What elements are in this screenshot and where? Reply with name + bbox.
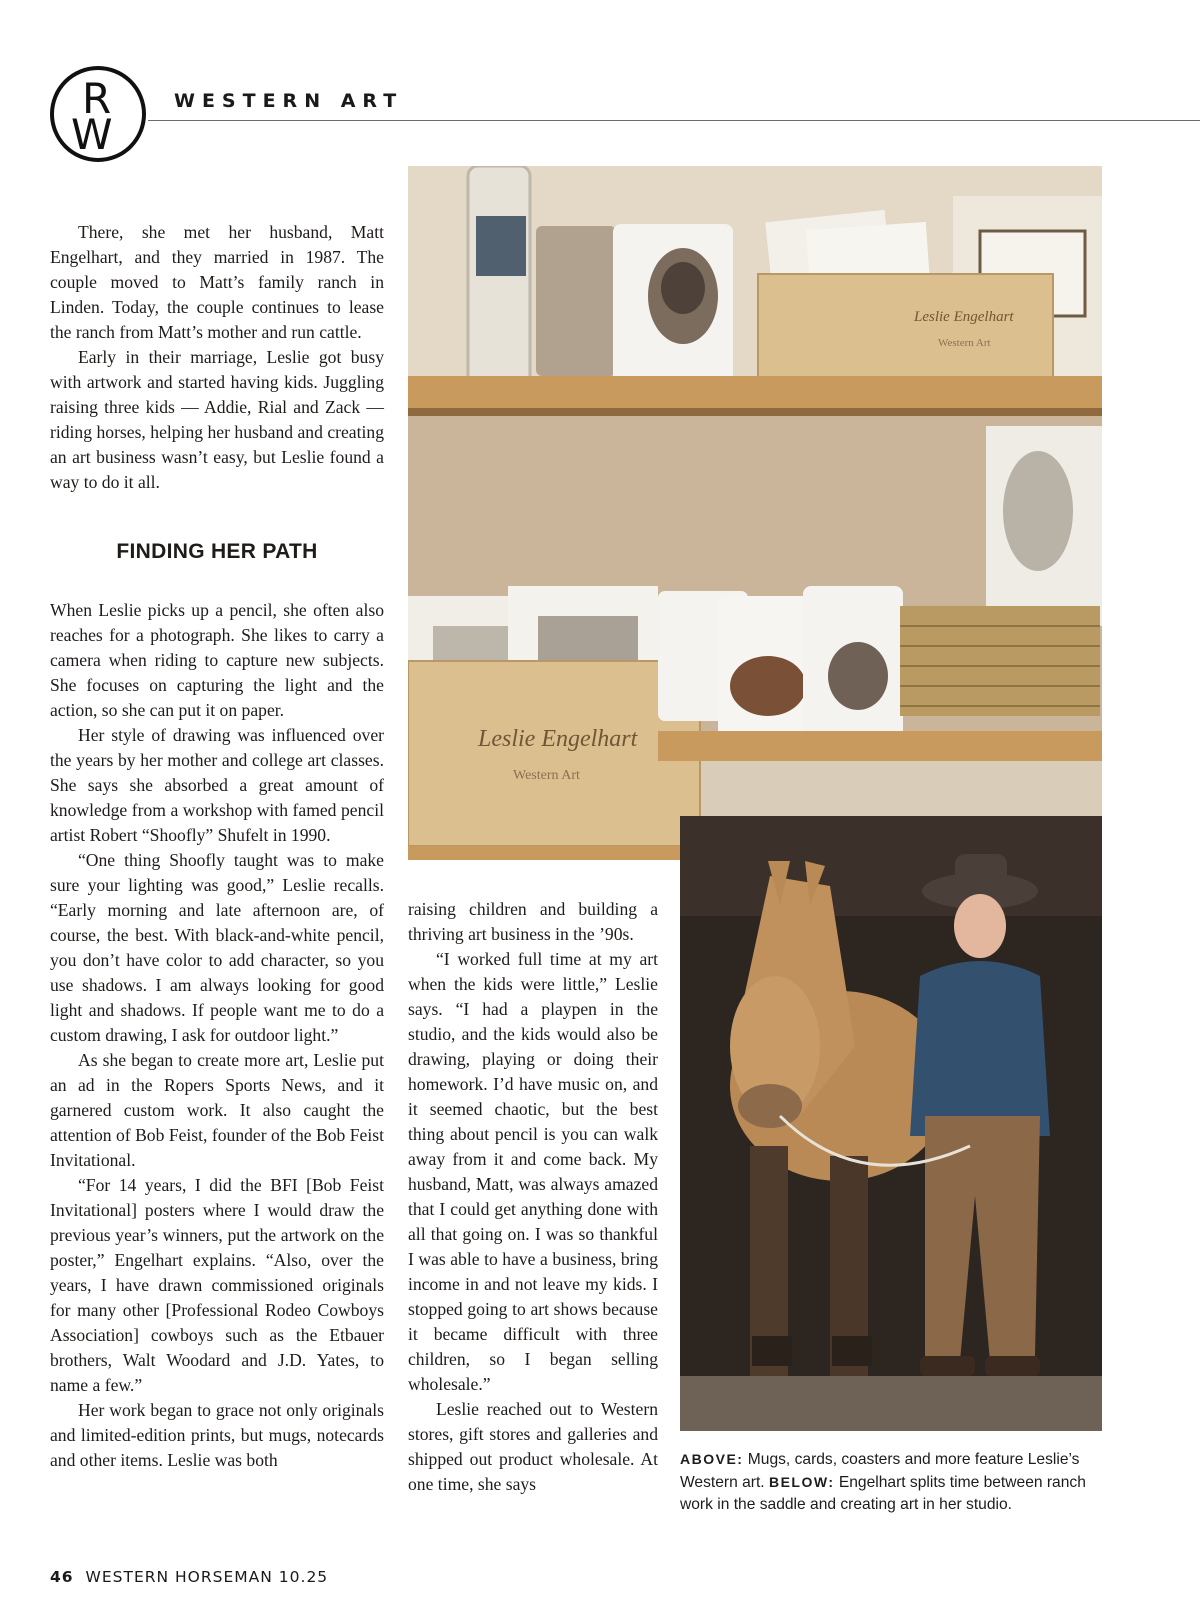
caption-label-below: BELOW: bbox=[768, 1474, 835, 1490]
article-column-1-top bbox=[50, 220, 384, 495]
paragraph: Her style of drawing was influenced over the years by her mother and college art classes. She says she absorbed a great amount of knowledge from a workshop with famed pencil artist Robert “Shoofly” Shufelt in 1990. bbox=[50, 725, 384, 845]
paragraph: When Leslie picks up a pencil, she often also reaches for a photograph. She likes to carry a camera when riding to capture new subjects. She focuses on capturing the light and the action, so she can put it on paper. bbox=[50, 600, 384, 720]
paragraph: raising children and building a thriving art business in the ’90s. bbox=[408, 899, 658, 944]
paragraph: “I worked full time at my art when the kids were little,” Leslie says. “I had a playpen in the studio, and the kids would also be drawing, playing or doing their homework. I’d have music on, and it seemed chaotic, but the best thing about pencil is you can walk away from it and come back. My husband, Matt, was always amazed that I could get anything done with all that going on. I was so thankful I was able to have a business, bring income in and not leave my kids. I stopped going to art shows because it became difficult with three children, so I began selling wholesale.” bbox=[408, 949, 658, 1394]
publication-name: WESTERN HORSEMAN bbox=[85, 1568, 273, 1586]
rw-logo-icon bbox=[50, 66, 146, 162]
mugs-shelf-illustration bbox=[408, 166, 1102, 860]
box-label-lower: Western Art bbox=[513, 768, 580, 783]
paragraph: Early in their marriage, Leslie got busy with artwork and started having kids. Juggling raising three kids — Addie, Rial and Zack — riding horses, helping her husband and creating an art business wasn’t easy, but Leslie found a way to do it all. bbox=[50, 347, 384, 492]
paragraph: “One thing Shoofly taught was to make sure your lighting was good,” Leslie recalls. “Early morning and late afternoon are, of course, the best. With black-and-white pencil, you don’t have color to add character, so you use shadows. I am always looking for good light and shadows. If people want me to do a custom drawing, I ask for outdoor light.” bbox=[50, 850, 384, 1045]
section-label: WESTERN ART bbox=[174, 90, 404, 112]
subhead: FINDING HER PATH bbox=[116, 540, 318, 563]
article-column-2 bbox=[408, 897, 658, 1497]
photo-mugs-shelf bbox=[408, 166, 1102, 860]
logo-letter-w: W bbox=[71, 110, 113, 159]
caption-text-below: Engelhart splits time between ranch work in the saddle and creating art in her studio. bbox=[680, 1474, 1086, 1513]
caption-text-above: Mugs, cards, coasters and more feature Leslie’s Western art. bbox=[680, 1451, 1080, 1491]
box-label-upper: Western Art bbox=[938, 337, 991, 349]
caption-label-above: ABOVE: bbox=[680, 1451, 744, 1467]
paragraph: There, she met her husband, Matt Engelhart, and they married in 1987. The couple moved to Matt’s family ranch in Linden. Today, the couple continues to lease the ranch from Matt’s mother and run cattle. bbox=[50, 222, 384, 342]
page-number: 46 bbox=[50, 1568, 74, 1586]
logo-letter-r: R bbox=[82, 74, 112, 123]
paragraph: As she began to create more art, Leslie put an ad in the Ropers Sports News, and it garnered custom work. It also caught the attention of Bob Feist, founder of the Bob Feist Invitational. bbox=[50, 1050, 384, 1170]
article-column-1-bottom bbox=[50, 598, 384, 1473]
box-script-upper: Leslie Engelhart bbox=[914, 309, 1014, 325]
box-script-lower: Leslie Engelhart bbox=[478, 726, 638, 752]
page-folio bbox=[50, 1568, 328, 1586]
issue-date: 10.25 bbox=[278, 1568, 329, 1586]
header-rule bbox=[148, 120, 1200, 121]
photo-engelhart-with-horse bbox=[680, 816, 1102, 1431]
paragraph: Leslie reached out to Western stores, gift stores and galleries and shipped out product wholesale. At one time, she says bbox=[408, 1399, 658, 1494]
photo-caption bbox=[680, 1448, 1104, 1516]
horse-and-rider-illustration bbox=[680, 816, 1102, 1431]
paragraph: Her work began to grace not only originals and limited-edition prints, but mugs, notecards and other items. Leslie was both bbox=[50, 1400, 384, 1470]
paragraph: “For 14 years, I did the BFI [Bob Feist Invitational] posters where I would draw the previous year’s winners, put the artwork on the poster,” Engelhart explains. “Also, over the years, I have drawn commissioned originals for many other [Professional Rodeo Cowboys Association] cowboys such as the Etbauer brothers, Walt Woodard and J.D. Yates, to name a few.” bbox=[50, 1175, 384, 1395]
